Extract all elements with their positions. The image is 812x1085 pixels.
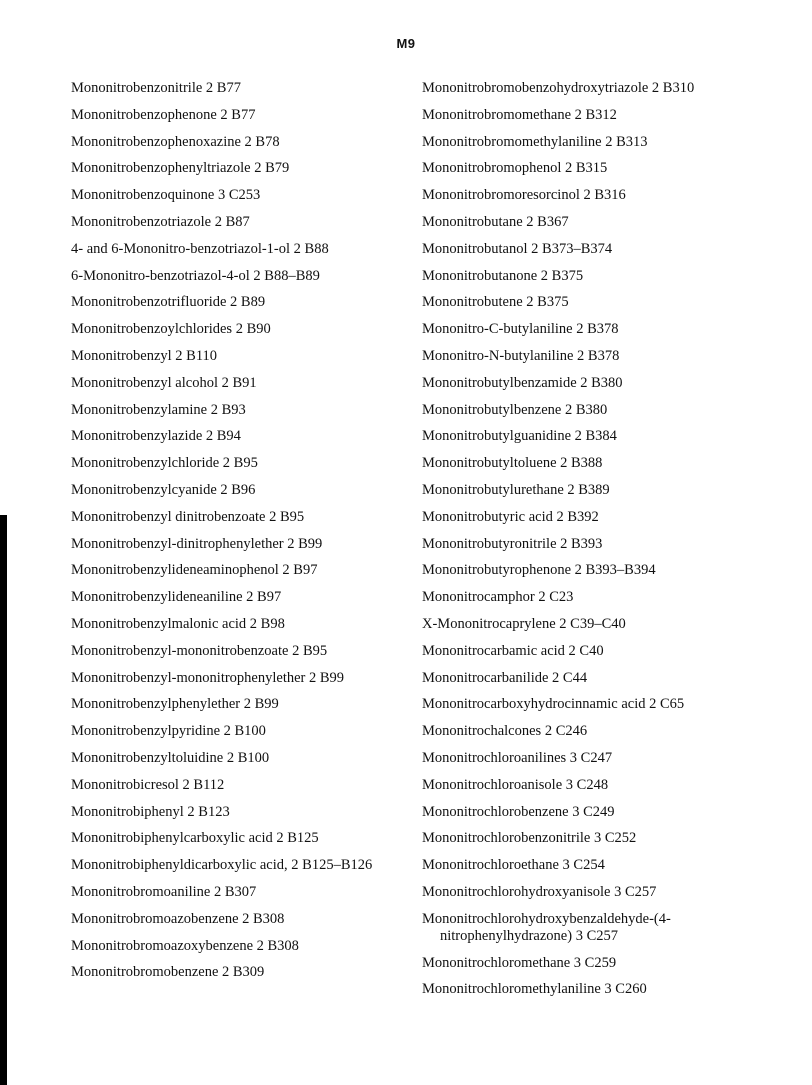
index-entry: Mononitrobutylbenzamide 2 B380 (422, 374, 623, 391)
index-entry: Mononitrobenzylamine 2 B93 (71, 401, 246, 418)
index-entry: Mononitrobenzyl dinitrobenzoate 2 B95 (71, 508, 305, 525)
index-entry: Mononitrochloromethane 3 C259 (422, 954, 617, 971)
index-entry: Mononitrobenzyltoluidine 2 B100 (71, 749, 270, 766)
index-entry: Mononitrobromophenol 2 B315 (422, 160, 608, 177)
index-column-left (71, 80, 411, 991)
index-entry: Mononitrobutanone 2 B375 (422, 267, 584, 284)
index-entry: Mononitrobenzotriazole 2 B87 (71, 213, 250, 230)
index-entry: Mononitrobenzophenoxazine 2 B78 (71, 133, 280, 150)
index-entry: Mononitrocarbanilide 2 C44 (422, 669, 588, 686)
index-entry: Mononitrobutylguanidine 2 B384 (422, 428, 617, 445)
index-entry: 4- and 6-Mononitro-benzotriazol-1-ol 2 B88 (71, 240, 329, 257)
index-entry: Mononitrobiphenylcarboxylic acid 2 B125 (71, 830, 319, 847)
index-entry: Mononitrobenzylcyanide 2 B96 (71, 481, 256, 498)
index-entry: Mononitrobromoazoxybenzene 2 B308 (71, 937, 299, 954)
index-entry: Mononitrobenzyl-mononitrophenylether 2 B99 (71, 669, 345, 686)
index-entry: Mononitrobutanol 2 B373–B374 (422, 240, 613, 257)
scan-edge-shadow (0, 515, 7, 1085)
index-entry: Mononitrobenzoylchlorides 2 B90 (71, 321, 271, 338)
index-entry: Mononitrochlorohydroxyanisole 3 C257 (422, 883, 657, 900)
index-entry: Mononitrobutylbenzene 2 B380 (422, 401, 608, 418)
index-entry: Mononitrobutyric acid 2 B392 (422, 508, 599, 525)
index-entry: Mononitrobenzylchloride 2 B95 (71, 455, 258, 472)
index-entry: Mononitrochloroethane 3 C254 (422, 857, 605, 874)
index-entry: Mononitro-N-butylaniline 2 B378 (422, 347, 620, 364)
index-column-right (422, 80, 802, 1008)
index-entry: 6-Mononitro-benzotriazol-4-ol 2 B88–B89 (71, 267, 320, 284)
index-entry: Mononitrobenzophenyltriazole 2 B79 (71, 160, 290, 177)
index-entry: Mononitrobromobenzene 2 B309 (71, 964, 265, 981)
index-entry: Mononitrobenzylazide 2 B94 (71, 428, 241, 445)
index-entry: X-Mononitrocaprylene 2 C39–C40 (422, 615, 626, 632)
index-entry: Mononitrobiphenyldicarboxylic acid, 2 B125–B126 (71, 857, 373, 874)
index-entry: Mononitrobenzyl alcohol 2 B91 (71, 374, 257, 391)
index-entry: Mononitrobutene 2 B375 (422, 294, 569, 311)
index-entry: Mononitrobenzyl 2 B110 (71, 347, 218, 364)
index-entry: Mononitrobromobenzohydroxytriazole 2 B310 (422, 80, 695, 96)
index-entry: Mononitrobenzonitrile 2 B77 (71, 80, 241, 96)
index-entry: Mononitrobromomethane 2 B312 (422, 106, 617, 123)
index-entry: Mononitrochloromethylaniline 3 C260 (422, 981, 647, 998)
index-entry: Mononitrobutyltoluene 2 B388 (422, 455, 603, 472)
index-entry: Mononitrobenzophenone 2 B77 (71, 106, 256, 123)
index-entry: Mononitrobenzyl-mononitrobenzoate 2 B95 (71, 642, 328, 659)
index-entry: Mononitrobenzylpyridine 2 B100 (71, 723, 266, 740)
index-entry: Mononitrobutyrophenone 2 B393–B394 (422, 562, 656, 579)
index-entry: Mononitrobutyronitrile 2 B393 (422, 535, 603, 552)
index-entry: Mononitrochlorobenzene 3 C249 (422, 803, 615, 820)
index-entry: Mononitrobutane 2 B367 (422, 213, 569, 230)
index-entry: Mononitrochlorohydroxybenzaldehyde-(4-nitrophenylhydrazone) 3 C257 (422, 910, 671, 944)
index-entry: Mononitrobenzylphenylether 2 B99 (71, 696, 279, 713)
index-entry: Mononitrobromoaniline 2 B307 (71, 883, 257, 900)
page-number-header: M9 (396, 36, 416, 51)
index-entry: Mononitrobenzoquinone 3 C253 (71, 187, 261, 204)
index-entry: Mononitrochloroanisole 3 C248 (422, 776, 609, 793)
index-entry: Mononitrobenzyl-dinitrophenylether 2 B99 (71, 535, 323, 552)
index-entry: Mononitrocarbamic acid 2 C40 (422, 642, 604, 659)
index-entry: Mononitrobenzylmalonic acid 2 B98 (71, 615, 285, 632)
index-entry: Mononitrobromomethylaniline 2 B313 (422, 133, 648, 150)
index-entry: Mononitrochalcones 2 C246 (422, 723, 588, 740)
index-entry: Mononitrobenzylideneaniline 2 B97 (71, 589, 282, 606)
index-entry: Mononitrocamphor 2 C23 (422, 589, 574, 606)
index-entry: Mononitrobicresol 2 B112 (71, 776, 225, 793)
index-entry: Mononitrobromoazobenzene 2 B308 (71, 910, 285, 927)
index-entry: Mononitrochlorobenzonitrile 3 C252 (422, 830, 637, 847)
index-entry: Mononitrobenzotrifluoride 2 B89 (71, 294, 266, 311)
index-entry: Mononitro-C-butylaniline 2 B378 (422, 321, 619, 338)
index-entry: Mononitrobenzylideneaminophenol 2 B97 (71, 562, 318, 579)
index-entry: Mononitrocarboxyhydrocinnamic acid 2 C65 (422, 696, 685, 713)
index-entry: Mononitrobutylurethane 2 B389 (422, 481, 610, 498)
index-entry: Mononitrochloroanilines 3 C247 (422, 749, 613, 766)
index-entry: Mononitrobromoresorcinol 2 B316 (422, 187, 626, 204)
index-entry: Mononitrobiphenyl 2 B123 (71, 803, 230, 820)
